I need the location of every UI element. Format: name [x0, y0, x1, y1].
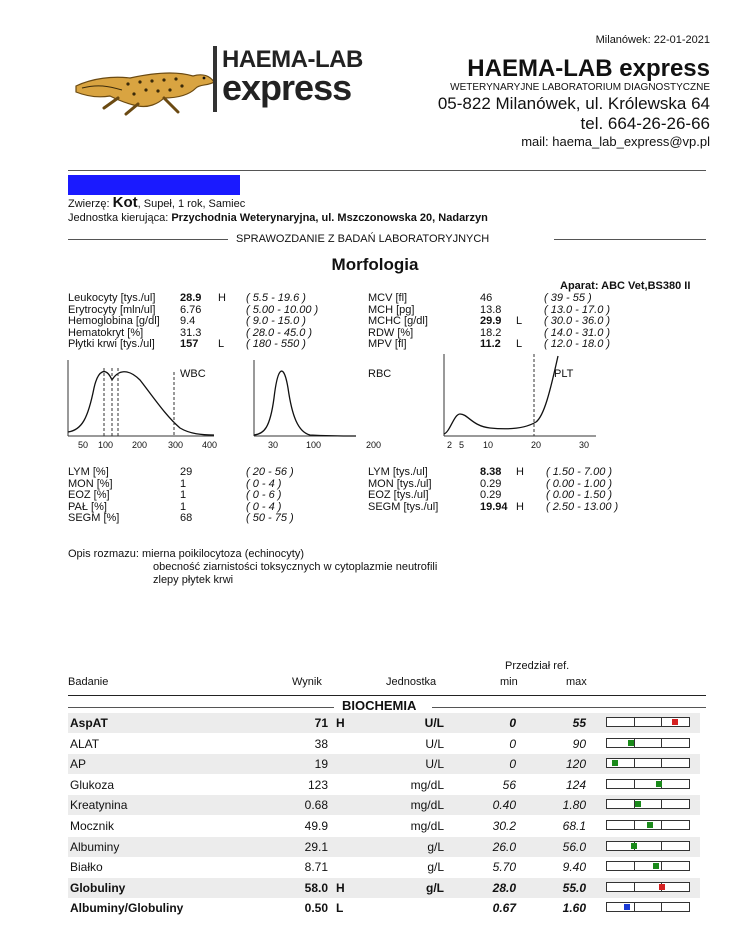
range-indicator [606, 758, 690, 768]
range-tick [634, 903, 635, 911]
diff-param-name: PAŁ [%] [68, 500, 107, 513]
morph-param-ref: ( 13.0 - 17.0 ) [544, 303, 611, 316]
report-title-rule-right [554, 239, 706, 240]
diff-param-ref: ( 0 - 6 ) [246, 489, 282, 501]
range-marker [647, 822, 653, 828]
report-date: Milanówek: 22-01-2021 [595, 34, 710, 46]
bio-ref-max: 124 [565, 777, 586, 792]
redacted-block [68, 175, 240, 195]
bio-test-name: Białko [70, 860, 103, 875]
cheetah-logo [68, 48, 218, 118]
bio-ref-max: 1.60 [562, 901, 586, 916]
range-marker [659, 884, 665, 890]
morph-param-name: MCH [pg] [368, 303, 415, 316]
morph-param-name: MCHC [g/dl] [368, 315, 428, 327]
rbc-tick: 200 [366, 440, 382, 450]
diff-param-value: 8.38 [480, 466, 502, 478]
bio-section-rule-right [432, 707, 706, 708]
diff-param-name: MON [%] [68, 477, 113, 490]
col-min: min [500, 676, 518, 688]
morph-param-ref: ( 39 - 55 ) [544, 292, 592, 304]
morph-param-ref: ( 28.0 - 45.0 ) [246, 326, 313, 339]
range-marker [628, 740, 634, 746]
morph-param-name: Leukocyty [tys./ul] [68, 292, 156, 304]
wbc-tick: 400 [202, 440, 218, 450]
bio-ref-min: 0 [509, 716, 516, 730]
col-badanie: Badanie [68, 676, 109, 688]
referring-unit-value: Przychodnia Weterynaryjna, ul. Mszczonowska 20, Nadarzyn [171, 212, 488, 224]
morph-param-ref: ( 9.0 - 15.0 ) [246, 315, 306, 327]
morph-param-name: Płytki krwi [tys./ul] [68, 338, 155, 350]
wbc2-tick: 30 [268, 440, 279, 450]
bio-result-value: 123 [307, 777, 328, 792]
bio-ref-max: 120 [565, 757, 586, 772]
diff-param-ref: ( 1.50 - 7.00 ) [546, 466, 613, 478]
bio-result-value: 19 [314, 757, 328, 772]
morph-param-ref: ( 14.0 - 31.0 ) [544, 326, 611, 339]
bio-ref-min: 56 [502, 777, 516, 792]
range-indicator [606, 738, 690, 748]
diff-param-value: 1 [180, 489, 187, 501]
diff-param-ref: ( 0 - 4 ) [246, 500, 282, 513]
range-indicator [606, 841, 690, 851]
range-tick [634, 821, 635, 829]
wbc-label: WBC [180, 368, 206, 380]
range-tick [661, 862, 662, 870]
animal-details: , Supeł, 1 rok, Samiec [137, 198, 246, 210]
diff-param-ref: ( 20 - 56 ) [246, 466, 294, 478]
range-tick [661, 821, 662, 829]
smear-description [68, 548, 304, 560]
bio-ref-min: 26.0 [492, 839, 516, 854]
morph-param-value: 9.4 [180, 315, 196, 327]
bio-result-flag: L [336, 901, 344, 916]
lab-subtitle: WETERYNARYJNE LABORATORIUM DIAGNOSTYCZNE [450, 82, 710, 93]
logo-text-express: express [222, 67, 352, 108]
bio-unit: mg/dL [410, 819, 444, 833]
morph-param-ref: ( 180 - 550 ) [246, 338, 306, 350]
morph-param-name: Erytrocyty [mln/ul] [68, 303, 156, 316]
range-indicator [606, 861, 690, 871]
bio-result-value: 8.71 [304, 860, 328, 875]
bio-test-name: Kreatynina [70, 798, 128, 813]
bio-ref-max: 56.0 [562, 839, 586, 854]
lab-phone: tel. 664-26-26-66 [580, 114, 710, 133]
animal-species: Kot [112, 194, 138, 211]
morph-param-ref: ( 30.0 - 36.0 ) [544, 315, 611, 327]
ref-range-header: Przedział ref. [505, 660, 570, 672]
col-wynik: Wynik [292, 676, 322, 688]
diff-param-value: 0.29 [480, 477, 502, 490]
col-max: max [566, 676, 587, 688]
diff-param-name: MON [tys./ul] [368, 477, 432, 490]
range-tick [634, 759, 635, 767]
plt-tick: 2 [447, 440, 453, 450]
range-tick [661, 903, 662, 911]
diff-param-value: 1 [180, 477, 187, 490]
bio-test-name: ALAT [70, 736, 100, 751]
range-tick [634, 718, 635, 726]
bio-unit: U/L [425, 757, 444, 772]
diff-param-ref: ( 0 - 4 ) [246, 477, 282, 490]
range-indicator [606, 779, 690, 789]
rbc-label: RBC [368, 368, 392, 380]
histogram-wbc-2 [250, 358, 360, 450]
bio-ref-min: 0 [509, 757, 516, 772]
bio-unit: g/L [427, 839, 444, 854]
range-indicator [606, 882, 690, 892]
animal-line [68, 194, 246, 211]
lab-name: HAEMA-LAB express [467, 55, 710, 82]
bio-result-value: 38 [314, 736, 328, 751]
bio-test-name: Albuminy [70, 839, 120, 854]
range-tick [634, 883, 635, 891]
bio-result-value: 29.1 [304, 839, 328, 854]
range-indicator [606, 717, 690, 727]
smear-line-1: mierna poikilocytoza (echinocyty) [141, 548, 304, 560]
diff-param-value: 68 [180, 512, 193, 524]
report-title: SPRAWOZDANIE Z BADAŃ LABORATORYJNYCH [236, 233, 490, 245]
morph-param-value: 6.76 [180, 303, 202, 316]
report-title-rule-left [68, 239, 228, 240]
diff-param-name: LYM [tys./ul] [368, 466, 428, 478]
bio-ref-max: 1.80 [562, 798, 586, 813]
morph-param-value: 29.9 [480, 315, 502, 327]
range-tick [634, 780, 635, 788]
diff-param-value: 29 [180, 466, 193, 478]
bio-result-value: 49.9 [304, 819, 328, 833]
logo-divider [213, 46, 217, 112]
range-tick [661, 718, 662, 726]
range-tick [661, 800, 662, 808]
diff-param-name: SEGM [%] [68, 512, 120, 524]
diff-param-value: 1 [180, 500, 187, 513]
bio-result-value: 0.68 [304, 798, 328, 813]
wbc-tick: 100 [98, 440, 114, 450]
lab-mail: mail: haema_lab_express@vp.pl [521, 134, 710, 149]
morph-param-value: 18.2 [480, 326, 502, 339]
bio-header-rule [68, 695, 706, 696]
morph-param-ref: ( 5.5 - 19.6 ) [246, 292, 306, 304]
animal-label: Zwierzę: [68, 198, 110, 210]
morph-param-flag: L [516, 338, 523, 350]
bio-section-title: BIOCHEMIA [342, 698, 417, 713]
bio-ref-min: 0.40 [492, 798, 516, 813]
device-label: Aparat: ABC Vet,BS380 II [560, 280, 691, 292]
diff-param-name: SEGM [tys./ul] [368, 500, 439, 513]
morph-param-flag: L [218, 338, 225, 350]
morph-param-flag: H [218, 292, 226, 304]
col-jednostka: Jednostka [386, 676, 437, 688]
diff-param-value: 19.94 [480, 500, 508, 513]
range-tick [634, 739, 635, 747]
bio-ref-max: 55.0 [562, 880, 586, 895]
morph-param-value: 157 [180, 338, 199, 350]
diff-param-ref: ( 50 - 75 ) [246, 512, 294, 524]
range-marker [672, 719, 678, 725]
bio-ref-min: 28.0 [492, 880, 516, 895]
morph-param-name: Hematokryt [%] [68, 326, 144, 339]
diff-param-ref: ( 0.00 - 1.50 ) [546, 489, 613, 501]
bio-unit: mg/dL [410, 777, 444, 792]
smear-line-3: zlepy płytek krwi [153, 574, 234, 586]
wbc-tick: 300 [168, 440, 184, 450]
plt-tick: 30 [579, 440, 590, 450]
bio-result-flag: H [336, 880, 345, 895]
logo-text-haema: HAEMA-LAB [222, 46, 363, 73]
bio-result-value: 0.50 [304, 901, 328, 916]
range-indicator [606, 820, 690, 830]
bio-ref-max: 55 [572, 716, 586, 730]
morph-param-name: MCV [fl] [368, 292, 408, 304]
bio-ref-min: 30.2 [492, 819, 516, 833]
range-marker [656, 781, 662, 787]
diff-param-ref: ( 0.00 - 1.00 ) [546, 477, 613, 490]
bio-result-value: 71 [314, 716, 328, 730]
bio-test-name: Mocznik [70, 819, 115, 833]
rbc-ticks [366, 440, 381, 450]
morph-param-ref: ( 12.0 - 18.0 ) [544, 338, 611, 350]
range-indicator [606, 902, 690, 912]
morph-param-name: MPV [fl] [368, 338, 407, 350]
histogram-plt [440, 352, 600, 450]
header-divider [68, 170, 706, 171]
bio-unit: U/L [424, 716, 444, 730]
range-indicator [606, 799, 690, 809]
bio-result-flag: H [336, 716, 345, 730]
morph-param-value: 13.8 [480, 303, 502, 316]
bio-test-name: AspAT [70, 716, 108, 730]
range-tick [661, 759, 662, 767]
bio-test-name: Albuminy/Globuliny [70, 901, 184, 916]
morph-param-name: RDW [%] [368, 326, 414, 339]
plt-tick: 10 [483, 440, 494, 450]
range-tick [661, 739, 662, 747]
bio-ref-min: 0.67 [492, 901, 516, 916]
bio-unit: g/L [426, 880, 444, 895]
range-marker [653, 863, 659, 869]
referring-unit-line [68, 212, 488, 224]
morph-param-value: 28.9 [180, 292, 202, 304]
wbc-tick: 200 [132, 440, 148, 450]
range-marker [624, 904, 630, 910]
diff-param-name: LYM [%] [68, 466, 109, 478]
bio-result-value: 58.0 [304, 880, 328, 895]
morph-param-value: 31.3 [180, 326, 202, 339]
diff-param-flag: H [516, 466, 524, 478]
bio-test-name: AP [70, 757, 87, 772]
morph-param-value: 11.2 [480, 338, 501, 350]
bio-ref-max: 9.40 [562, 860, 586, 875]
range-tick [634, 862, 635, 870]
smear-label: Opis rozmazu: [68, 548, 139, 560]
range-marker [631, 843, 637, 849]
morph-param-name: Hemoglobina [g/dl] [68, 315, 160, 327]
bio-ref-min: 0 [509, 736, 516, 751]
range-marker [635, 801, 641, 807]
diff-param-flag: H [516, 500, 524, 513]
morph-title: Morfologia [331, 255, 419, 274]
plt-tick: 20 [531, 440, 542, 450]
wbc-tick: 50 [78, 440, 89, 450]
range-tick [661, 842, 662, 850]
diff-param-name: EOZ [%] [68, 489, 110, 501]
bio-unit: U/L [425, 736, 444, 751]
plt-label: PLT [554, 368, 574, 380]
bio-ref-max: 90 [572, 736, 586, 751]
diff-param-name: EOZ [tys./ul] [368, 489, 429, 501]
bio-ref-max: 68.1 [562, 819, 586, 833]
bio-section-rule-left [68, 707, 334, 708]
diff-param-ref: ( 2.50 - 13.00 ) [546, 500, 619, 513]
morph-param-ref: ( 5.00 - 10.00 ) [246, 303, 319, 316]
morph-param-flag: L [516, 315, 523, 327]
bio-test-name: Glukoza [70, 777, 115, 792]
bio-unit: mg/dL [410, 798, 444, 813]
bio-ref-min: 5.70 [492, 860, 516, 875]
morph-param-value: 46 [480, 292, 493, 304]
range-marker [612, 760, 618, 766]
plt-tick: 5 [459, 440, 465, 450]
smear-line-2: obecność ziarnistości toksycznych w cytoplazmie neutrofili [153, 561, 438, 573]
lab-address: 05-822 Milanówek, ul. Królewska 64 [437, 94, 710, 113]
bio-unit: g/L [427, 860, 444, 875]
referring-unit-label: Jednostka kierująca: [68, 212, 169, 224]
diff-param-value: 0.29 [480, 489, 502, 501]
bio-test-name: Globuliny [70, 880, 126, 895]
wbc2-tick: 100 [306, 440, 322, 450]
